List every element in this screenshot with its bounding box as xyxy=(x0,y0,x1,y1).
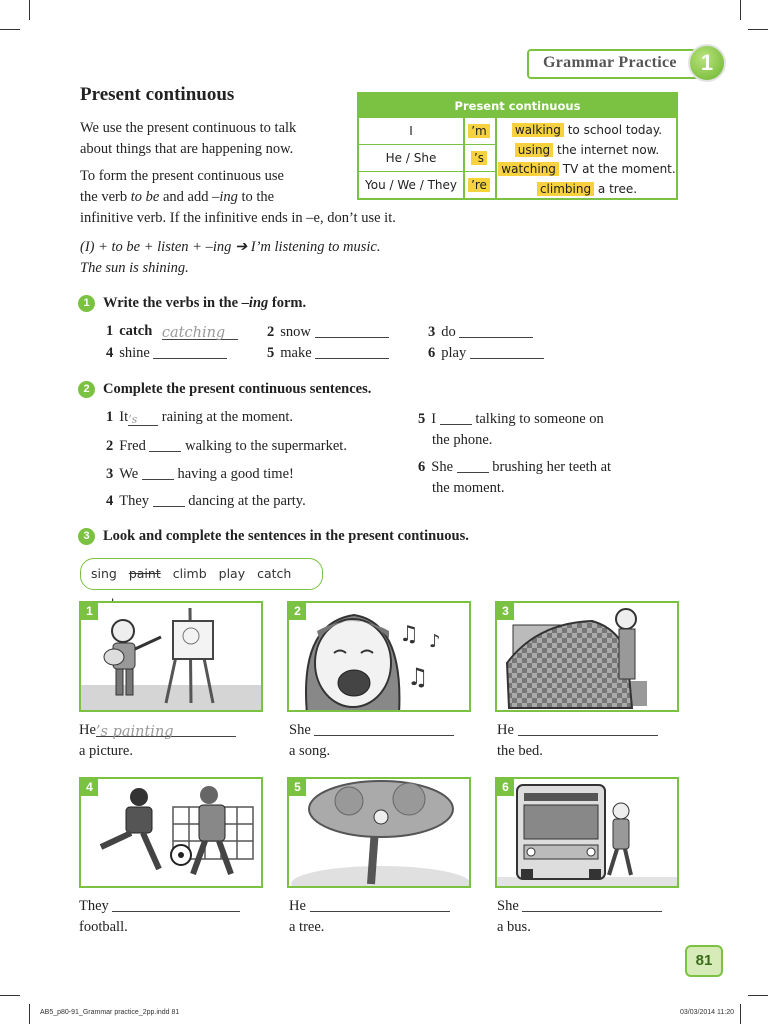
sentence-end: talking to someone on xyxy=(471,411,604,427)
pronoun-cell: You / We / They xyxy=(365,178,457,192)
example-verb: using xyxy=(515,143,553,157)
answer-field[interactable] xyxy=(310,897,450,912)
word-bank-item: play xyxy=(218,566,246,581)
ex2-item xyxy=(418,457,611,499)
intro-text: We use the present continuous to talk xyxy=(80,120,297,136)
exercise-3-heading xyxy=(78,528,469,545)
answer-field[interactable] xyxy=(142,465,174,480)
caption-object: a picture. xyxy=(79,743,133,759)
item-number: 5 xyxy=(267,345,275,361)
ex1-item xyxy=(106,323,238,340)
exercise-instruction: form. xyxy=(268,295,307,311)
crop-mark xyxy=(740,0,741,20)
word-bank-item: catch xyxy=(257,566,292,581)
caption-subject: He xyxy=(497,722,514,738)
answer-field[interactable] xyxy=(95,722,236,740)
ex1-item xyxy=(428,323,533,341)
pronoun-cell: He / She xyxy=(359,145,463,172)
boy-painting-illustration xyxy=(81,603,263,712)
word-bank-item: climb xyxy=(172,566,207,581)
unit-number-badge: 1 xyxy=(688,44,726,82)
answer-field[interactable] xyxy=(457,458,489,473)
sentence-end: having a good time! xyxy=(173,466,294,482)
item-word: shine xyxy=(119,345,150,361)
exercise-instruction: Look and complete the sentences in the present continuous. xyxy=(103,528,469,544)
picture-5 xyxy=(287,777,471,888)
ex1-item xyxy=(428,344,544,362)
caption-4 xyxy=(79,896,240,938)
item-word: play xyxy=(441,345,467,361)
example-verb: climbing xyxy=(537,182,594,196)
picture-1 xyxy=(79,601,263,712)
example-rest: the internet now. xyxy=(553,142,660,157)
ex2-item xyxy=(418,409,604,451)
handwritten-answer: ’s xyxy=(128,413,138,426)
verb-contraction: ’re xyxy=(468,178,490,192)
exercise-number-badge: 1 xyxy=(78,295,95,312)
crop-mark xyxy=(0,29,20,30)
item-word: snow xyxy=(280,324,311,340)
intro-text: infinitive verb. If the infinitive ends in –e, don’t use it. xyxy=(80,210,396,226)
picture-number: 1 xyxy=(81,603,98,620)
crop-mark xyxy=(748,29,768,30)
picture-number: 5 xyxy=(289,779,306,796)
sentence-continuation: the moment. xyxy=(432,480,505,496)
caption-subject: She xyxy=(289,722,311,738)
answer-field[interactable] xyxy=(315,344,389,359)
word-bank xyxy=(80,558,323,590)
exercise-instruction: Write the verbs in the – xyxy=(103,295,249,311)
verb-cell xyxy=(463,118,495,145)
banner-title: Grammar Practice xyxy=(543,54,677,71)
grammar-table-header: Present continuous xyxy=(359,94,676,118)
item-number: 5 xyxy=(418,411,426,427)
exercise-number-badge: 3 xyxy=(78,528,95,545)
intro-paragraph-2 xyxy=(80,166,396,229)
answer-field[interactable] xyxy=(153,344,227,359)
item-number: 2 xyxy=(106,438,114,454)
picture-number: 6 xyxy=(497,779,514,796)
crop-mark xyxy=(748,995,768,996)
intro-text: the verb xyxy=(80,189,131,205)
crop-mark xyxy=(29,0,30,20)
item-word: catch xyxy=(119,323,153,339)
answer-field[interactable] xyxy=(315,323,389,338)
sentence-start: They xyxy=(119,493,153,509)
exercise-1-heading xyxy=(78,295,306,312)
caption-subject: He xyxy=(79,722,96,738)
answer-field[interactable] xyxy=(522,897,662,912)
picture-number: 2 xyxy=(289,603,306,620)
verb-contraction: ’m xyxy=(468,124,490,138)
exercise-number-badge: 2 xyxy=(78,381,95,398)
picture-2 xyxy=(287,601,471,712)
answer-field[interactable] xyxy=(149,437,181,452)
sentence-end: walking to the supermarket. xyxy=(181,438,347,454)
intro-text: to the xyxy=(237,189,275,205)
example-column xyxy=(497,121,677,199)
example-verb: watching xyxy=(498,162,559,176)
answer-field[interactable] xyxy=(459,323,533,338)
picture-number: 4 xyxy=(81,779,98,796)
answer-field[interactable] xyxy=(112,897,240,912)
pronoun-cell: I xyxy=(359,118,463,145)
answer-field[interactable] xyxy=(314,721,454,736)
caption-object: a song. xyxy=(289,743,331,759)
boy-climbing-tree-illustration xyxy=(289,779,471,888)
verb-cell xyxy=(463,172,495,198)
ex2-item xyxy=(106,492,306,510)
section-banner xyxy=(527,49,711,79)
caption-object: football. xyxy=(79,919,128,935)
ex2-item xyxy=(106,465,294,483)
verb-cell xyxy=(463,145,495,172)
caption-object: a tree. xyxy=(289,919,325,935)
example-rest: a tree. xyxy=(594,181,638,196)
verb-column xyxy=(463,118,497,200)
example-sentence: The sun is shining. xyxy=(80,260,189,276)
answer-field[interactable] xyxy=(440,410,472,425)
sentence-start: It xyxy=(119,409,129,425)
intro-examples xyxy=(80,237,380,279)
verb-contraction: ’s xyxy=(471,151,487,165)
svg-text:♫: ♫ xyxy=(399,622,419,647)
sentence-continuation: the phone. xyxy=(432,432,493,448)
intro-paragraph-1 xyxy=(80,118,296,160)
girl-singing-illustration xyxy=(289,603,471,712)
ex1-item xyxy=(106,344,227,362)
example-row xyxy=(497,160,677,180)
crop-mark xyxy=(740,1004,741,1024)
example-rest: TV at the moment. xyxy=(558,162,676,176)
crop-mark xyxy=(0,995,20,996)
caption-1 xyxy=(79,720,236,762)
sentence-start: She xyxy=(431,459,457,475)
sentence-start: Fred xyxy=(119,438,150,454)
caption-2 xyxy=(289,720,454,762)
example-verb: walking xyxy=(512,123,564,137)
picture-6 xyxy=(495,777,679,888)
answer-field[interactable] xyxy=(470,344,544,359)
caption-subject: He xyxy=(289,898,306,914)
example-row xyxy=(497,180,677,200)
intro-text: about things that are happening now. xyxy=(80,141,294,157)
exercise-instruction: ing xyxy=(248,295,269,311)
ex2-item xyxy=(106,437,347,455)
pronoun-column xyxy=(359,118,465,200)
example-rest: to school today. xyxy=(563,123,663,137)
svg-text:♪: ♪ xyxy=(429,631,441,652)
exercise-instruction: Complete the present continuous sentences. xyxy=(103,381,372,397)
picture-number: 3 xyxy=(497,603,514,620)
sentence-start: We xyxy=(119,466,142,482)
example-sentence: (I) + to be + listen + –ing ➔ I’m listening to music. xyxy=(80,239,381,255)
ex2-item xyxy=(106,409,293,426)
page-title: Present continuous xyxy=(80,84,235,105)
girl-catching-bus-illustration xyxy=(497,779,679,888)
handwritten-answer: ’s painting xyxy=(95,724,174,740)
grammar-table xyxy=(357,92,678,200)
caption-subject: They xyxy=(79,898,109,914)
crop-mark xyxy=(29,1004,30,1024)
footer-filename: AB5_p80-91_Grammar practice_2pp.indd 81 xyxy=(40,1009,180,1016)
exercise-2-heading xyxy=(78,381,371,398)
caption-3 xyxy=(497,720,658,762)
caption-object: the bed. xyxy=(497,743,543,759)
ex1-item xyxy=(267,344,389,362)
word-bank-item: sing xyxy=(91,566,117,581)
answer-field[interactable] xyxy=(518,721,658,736)
item-number: 4 xyxy=(106,493,114,509)
svg-text:♫: ♫ xyxy=(407,663,429,691)
answer-field[interactable] xyxy=(128,411,158,426)
page-number: 81 xyxy=(685,945,723,977)
item-word: make xyxy=(280,345,312,361)
word-bank-item-used: paint xyxy=(128,566,161,581)
item-number: 1 xyxy=(106,323,114,339)
picture-4 xyxy=(79,777,263,888)
intro-text: to be xyxy=(130,189,160,205)
answer-field[interactable] xyxy=(162,325,238,340)
sentence-end: dancing at the party. xyxy=(184,493,306,509)
caption-subject: She xyxy=(497,898,519,914)
item-number: 1 xyxy=(106,409,114,425)
example-row xyxy=(497,141,677,161)
item-number: 2 xyxy=(267,324,275,340)
children-playing-football-illustration xyxy=(81,779,263,888)
sentence-start: I xyxy=(431,411,440,427)
caption-5 xyxy=(289,896,450,938)
item-number: 6 xyxy=(418,459,426,475)
picture-3 xyxy=(495,601,679,712)
intro-text: and add – xyxy=(159,189,220,205)
item-number: 3 xyxy=(428,324,436,340)
item-number: 4 xyxy=(106,345,114,361)
item-word: do xyxy=(441,324,456,340)
caption-object: a bus. xyxy=(497,919,531,935)
sentence-end: raining at the moment. xyxy=(158,409,294,425)
intro-text: ing xyxy=(219,189,238,205)
handwritten-answer: catching xyxy=(161,325,226,341)
answer-field[interactable] xyxy=(153,492,185,507)
caption-6 xyxy=(497,896,662,938)
footer-timestamp: 03/03/2014 11:20 xyxy=(680,1009,734,1016)
intro-text: To form the present continuous use xyxy=(80,168,284,184)
ex1-item xyxy=(267,323,389,341)
boy-making-bed-illustration xyxy=(497,603,679,712)
item-number: 3 xyxy=(106,466,114,482)
item-number: 6 xyxy=(428,345,436,361)
sentence-end: brushing her teeth at xyxy=(488,459,612,475)
example-row xyxy=(497,121,677,141)
